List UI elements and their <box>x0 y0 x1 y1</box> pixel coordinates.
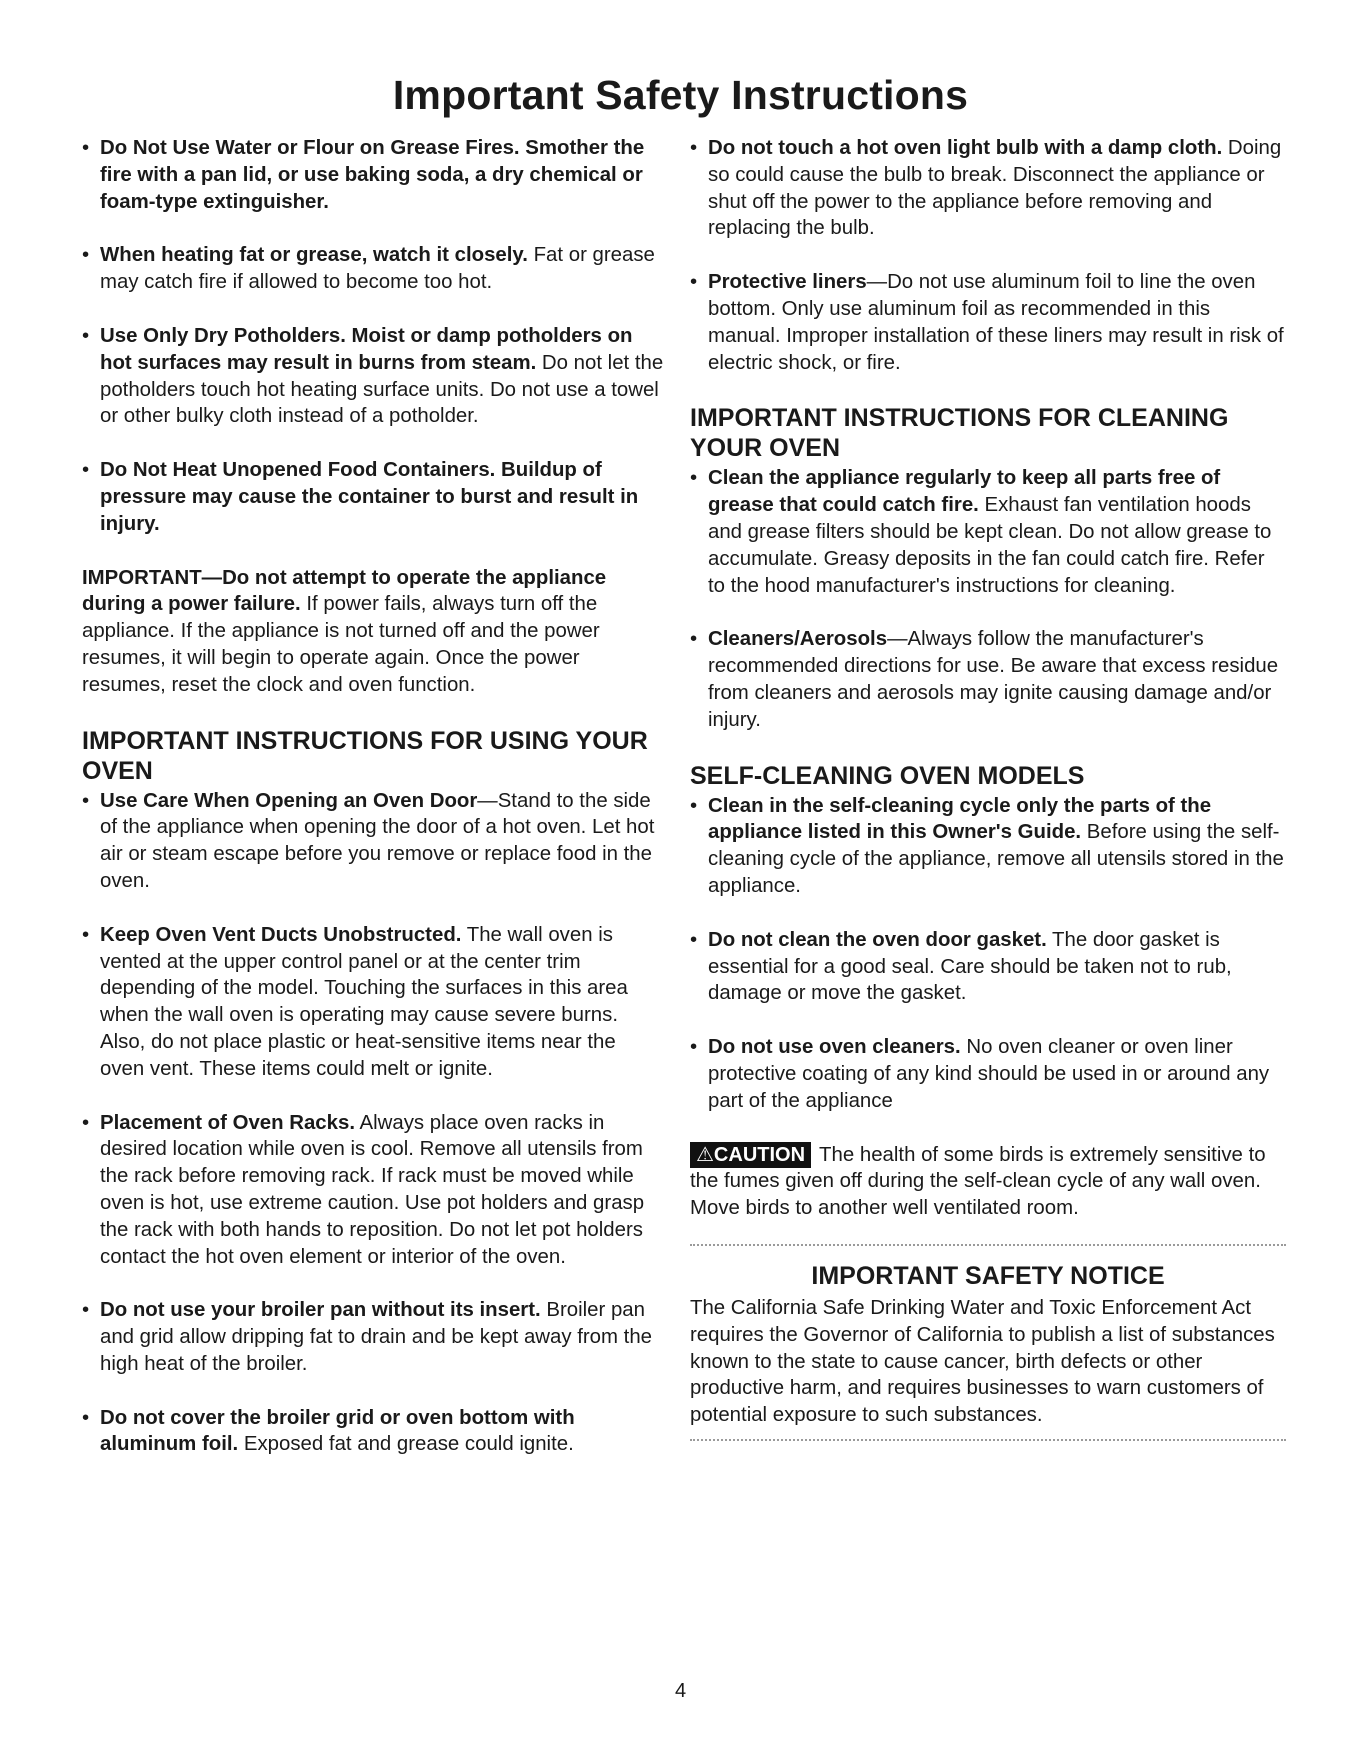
section-heading-cleaning: IMPORTANT INSTRUCTIONS FOR CLEANING YOUR OVEN <box>690 404 1229 463</box>
list-item-oven-racks <box>82 1110 664 1271</box>
section-heading-using: IMPORTANT INSTRUCTIONS FOR USING YOUR OVEN <box>82 726 648 785</box>
important-power-failure <box>82 565 664 699</box>
list-item-self-clean-parts <box>690 793 1286 900</box>
item-bold: Use Only Dry Potholders. Moist or damp potholders on hot surfaces may result in burns from steam. <box>100 324 633 374</box>
caution-note <box>690 1142 1286 1222</box>
list-item-grease-fires <box>82 135 664 215</box>
item-text: The wall oven is vented at the upper control panel or at the center trim depending of the model. Touching the surfaces in this area when the wall oven is operating may cause severe burns. Also, do not place plastic or heat-sensitive items near the oven vent. These items could melt or ignite. <box>100 923 628 1080</box>
item-bold: Do not touch a hot oven light bulb with a damp cloth. <box>708 137 1223 159</box>
list-item-vent-ducts <box>82 922 664 1083</box>
caution-badge: ⚠CAUTION <box>690 1142 811 1168</box>
item-bold: Do not use your broiler pan without its insert. <box>100 1299 541 1322</box>
list-item-food-containers <box>82 457 664 537</box>
dotted-divider-top <box>690 1244 1286 1246</box>
caution-text: The health of some birds is extremely sensitive to the fumes given off during the self-clean cycle of any wall oven. Move birds to another well ventilated room. <box>690 1143 1266 1220</box>
item-text: Before using the self-cleaning cycle of the appliance, remove all utensils stored in the appliance. <box>708 821 1284 897</box>
list-item-broiler-foil <box>82 1405 664 1459</box>
item-text: Doing so could cause the bulb to break. Disconnect the appliance or shut off the power to the appliance before removing and replacing the bulb. <box>708 137 1282 240</box>
item-bold: Do Not Use Water or Flour on Grease Fires. Smother the fire with a pan lid, or use baking soda, a dry chemical or foam-type extinguisher. <box>100 137 645 213</box>
item-text: No oven cleaner or oven liner protective coating of any kind should be used in or around any part of the appliance <box>708 1036 1270 1112</box>
list-item-protective-liners <box>690 269 1286 376</box>
list-item-cleaners-aerosols <box>690 626 1286 733</box>
item-bold: Use Care When Opening an Oven Door <box>100 789 478 812</box>
item-bold: Protective liners <box>708 271 867 294</box>
item-bold: Do Not Heat Unopened Food Containers. Buildup of pressure may cause the container to burst and result in injury. <box>100 459 639 535</box>
list-item-oven-door <box>82 788 664 895</box>
item-text: Exposed fat and grease could ignite. <box>238 1433 574 1456</box>
left-column <box>82 135 664 1485</box>
item-bold: Placement of Oven Racks. <box>100 1111 355 1134</box>
item-bold: Do not cover the broiler grid or oven bottom with aluminum foil. <box>100 1406 575 1456</box>
list-item-light-bulb <box>690 135 1286 242</box>
item-bold: Keep Oven Vent Ducts Unobstructed. <box>100 923 462 946</box>
item-text: Fat or grease may catch fire if allowed to become too hot. <box>100 244 655 294</box>
notice-title: IMPORTANT SAFETY NOTICE <box>811 1261 1165 1290</box>
item-bold: When heating fat or grease, watch it closely. <box>100 244 528 267</box>
item-bold: Do not use oven cleaners. <box>708 1036 961 1059</box>
page-number: 4 <box>674 1680 687 1702</box>
right-column <box>690 135 1286 1441</box>
item-text: Broiler pan and grid allow dripping fat to drain and be kept away from the high heat of the broiler. <box>100 1299 653 1375</box>
item-bold: Do not clean the oven door gasket. <box>708 928 1047 951</box>
list-item-oven-cleaners <box>690 1034 1286 1114</box>
list-item-heating-fat <box>82 242 664 296</box>
page-title: Important Safety Instructions <box>392 72 969 118</box>
item-text: If power fails, always turn off the appliance. If the appliance is not turned off and the power resumes, it will begin to operate again. Once the power resumes, reset the clock and oven function. <box>82 593 600 696</box>
item-text: Always place oven racks in desired location while oven is cool. Remove all utensils from the rack before removing rack. If rack must be moved while oven is hot, use extreme caution. Use pot holders and grasp the rack with both hands to reposition. Do not let pot holders contact the hot oven element or interior of the oven. <box>100 1111 645 1268</box>
list-item-door-gasket <box>690 927 1286 1007</box>
section-heading-self-clean: SELF-CLEANING OVEN MODELS <box>690 761 1085 790</box>
item-bold: IMPORTANT—Do not attempt to operate the appliance during a power failure. <box>82 566 607 616</box>
item-text: —Do not use aluminum foil to line the oven bottom. Only use aluminum foil as recommended in this manual. Improper installation of these liners may result in risk of electric shock, or fire. <box>708 271 1284 374</box>
item-text: Exhaust fan ventilation hoods and grease filters should be kept clean. Do not allow grease to accumulate. Greasy deposits in the fan could catch fire. Refer to the hood manufacturer's instructions for cleaning. <box>708 494 1272 597</box>
list-item-potholders <box>82 323 664 430</box>
notice-body: The California Safe Drinking Water and Toxic Enforcement Act requires the Governor of California to publish a list of substances known to the state to cause cancer, birth defects or other productive harm, and requires businesses to warn customers of potential exposure to such substances. <box>690 1296 1275 1427</box>
item-bold: Clean in the self-cleaning cycle only the parts of the appliance listed in this Owner's Guide. <box>708 794 1212 844</box>
list-item-broiler-insert <box>82 1297 664 1377</box>
item-text: —Stand to the side of the appliance when opening the door of a hot oven. Let hot air or steam escape before you remove or replace food in the oven. <box>100 789 655 892</box>
list-item-clean-regularly <box>690 465 1286 599</box>
item-bold: Cleaners/Aerosols <box>708 628 888 651</box>
dotted-divider-bottom <box>690 1439 1286 1441</box>
item-text: Do not let the potholders touch hot heating surface units. Do not use a towel or other bulky cloth instead of a potholder. <box>100 351 664 428</box>
item-text: The door gasket is essential for a good seal. Care should be taken not to rub, damage or move the gasket. <box>708 928 1232 1005</box>
item-text: —Always follow the manufacturer's recommended directions for use. Be aware that excess residue from cleaners and aerosols may ignite causing damage and/or injury. <box>708 628 1279 731</box>
item-bold: Clean the appliance regularly to keep all parts free of grease that could catch fire. <box>708 467 1221 517</box>
